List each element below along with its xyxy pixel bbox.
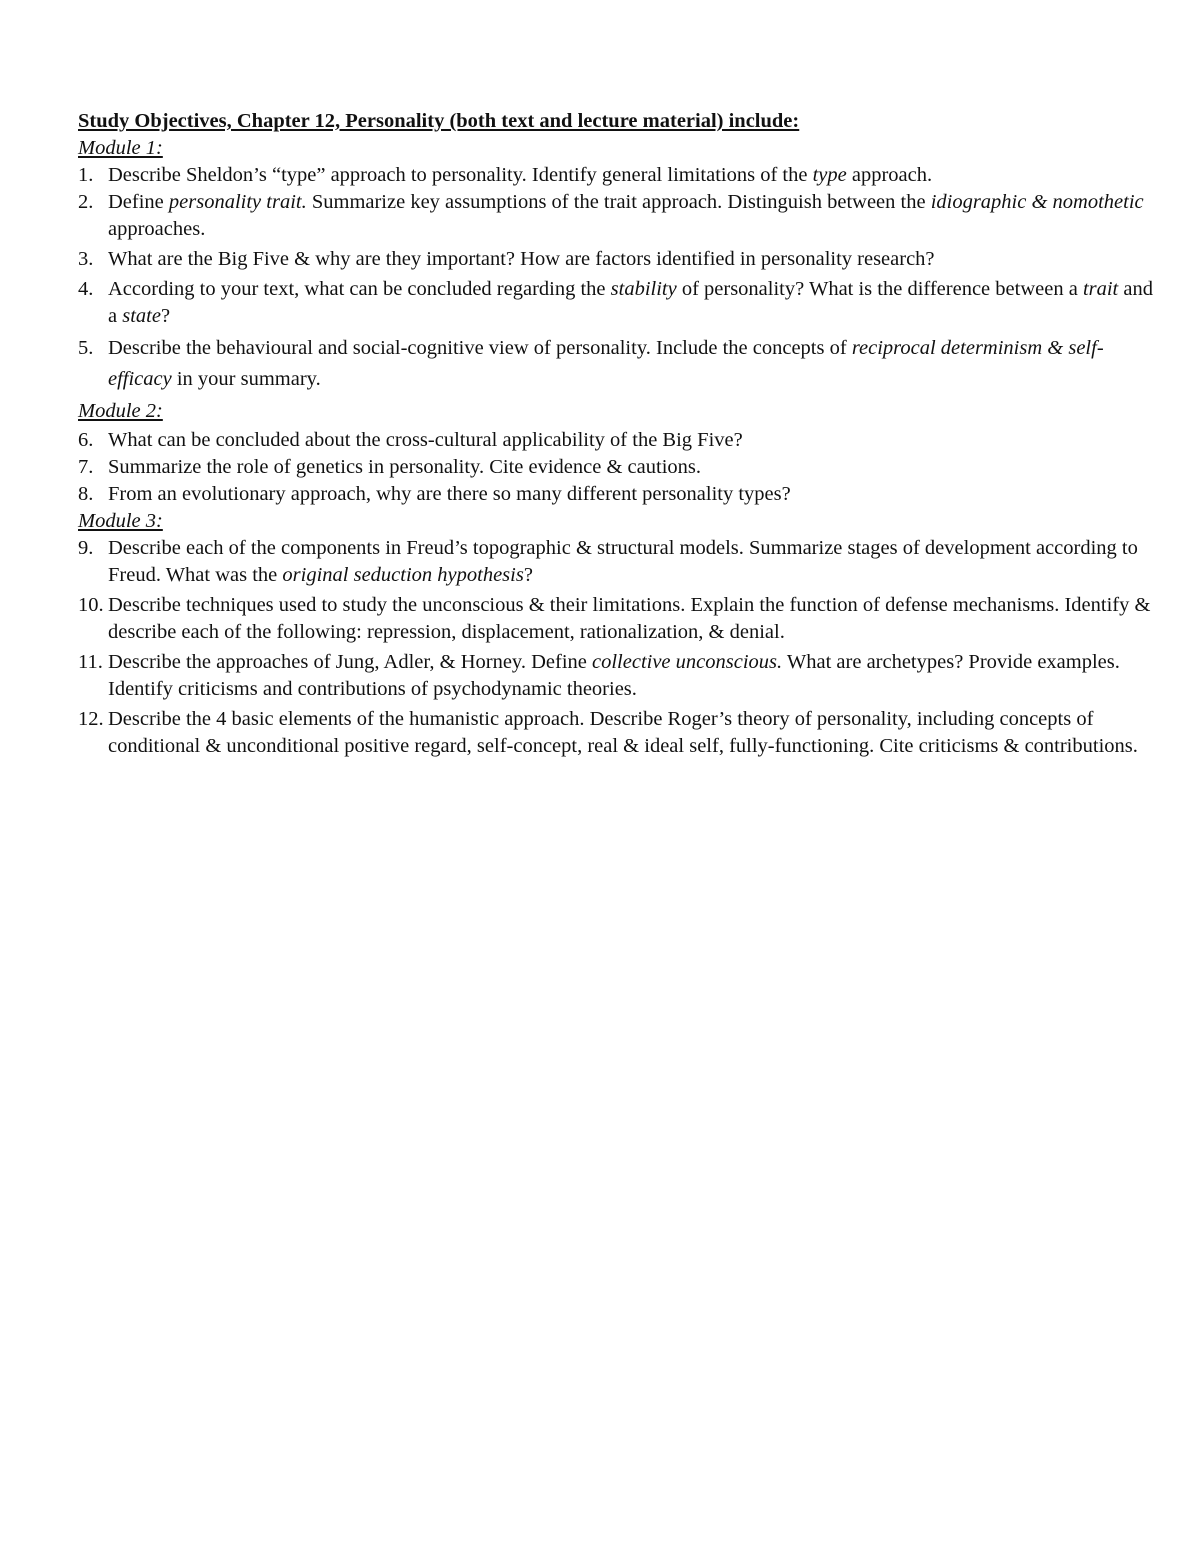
item-number: 5. — [78, 337, 94, 359]
item-number: 9. — [78, 537, 94, 559]
item-text: Define personality trait. Summarize key assumptions of the trait approach. Distinguish between the idiographic & nomothetic approaches. — [108, 191, 1144, 240]
item-text: Describe the 4 basic elements of the humanistic approach. Describe Roger’s theory of personality, including concepts of conditional & unconditional positive regard, self-concept, real & ideal self, fully-functioning. Cite criticisms & contributions. — [108, 708, 1138, 757]
module-1-label: Module 1: — [78, 137, 163, 159]
objective-item — [78, 246, 1158, 273]
item-text: What can be concluded about the cross-cultural applicability of the Big Five? — [108, 429, 743, 451]
item-number: 3. — [78, 248, 94, 270]
item-number: 10. — [78, 594, 104, 616]
objective-item — [78, 535, 1158, 589]
objective-item — [78, 189, 1158, 243]
document-page — [78, 108, 1158, 760]
objective-item — [78, 706, 1158, 760]
item-text: What are the Big Five & why are they important? How are factors identified in personality research? — [108, 248, 935, 270]
item-number: 6. — [78, 429, 94, 451]
item-number: 11. — [78, 651, 103, 673]
item-text: Summarize the role of genetics in personality. Cite evidence & cautions. — [108, 456, 701, 478]
objective-item — [78, 276, 1158, 330]
item-text: Describe the behavioural and social-cognitive view of personality. Include the concepts of reciprocal determinism & self-efficacy in your summary. — [108, 337, 1104, 390]
objective-item — [78, 592, 1158, 646]
item-text: Describe techniques used to study the unconscious & their limitations. Explain the function of defense mechanisms. Identify & describe each of the following: repression, displacement, rationalization, & denial. — [108, 594, 1151, 643]
module-2-label: Module 2: — [78, 400, 163, 422]
item-text: Describe Sheldon’s “type” approach to personality. Identify general limitations of the type approach. — [108, 164, 933, 186]
objective-item — [78, 649, 1158, 703]
item-text: Describe each of the components in Freud’s topographic & structural models. Summarize stages of development according to Freud. What was the original seduction hypothesis? — [108, 537, 1138, 586]
objective-item — [78, 481, 1158, 508]
objective-item — [78, 454, 1158, 481]
module-3-label: Module 3: — [78, 510, 163, 532]
objective-item — [78, 162, 1158, 189]
item-number: 12. — [78, 708, 104, 730]
document-heading: Study Objectives, Chapter 12, Personality (both text and lecture material) include: — [78, 110, 800, 132]
item-number: 4. — [78, 278, 94, 300]
objective-item — [78, 427, 1158, 454]
item-number: 7. — [78, 456, 94, 478]
item-text: From an evolutionary approach, why are there so many different personality types? — [108, 483, 791, 505]
item-text: According to your text, what can be concluded regarding the stability of personality? What is the difference between a trait and a state? — [108, 278, 1153, 327]
item-text: Describe the approaches of Jung, Adler, & Horney. Define collective unconscious. What are archetypes? Provide examples. Identify criticisms and contributions of psychodynamic theories. — [108, 651, 1120, 700]
item-number: 2. — [78, 191, 94, 213]
objective-item — [78, 333, 1158, 395]
item-number: 8. — [78, 483, 94, 505]
item-number: 1. — [78, 164, 94, 186]
